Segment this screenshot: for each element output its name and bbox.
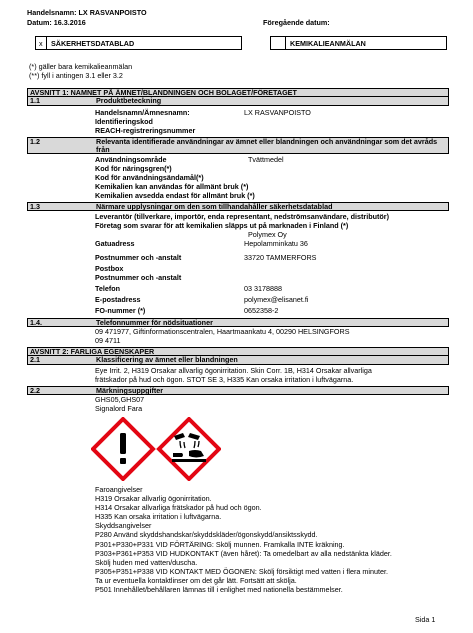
subsection-1-2: 1.2 Relevanta identifierade användningar av ämnet eller blandningen och användningar som det avråds från: [27, 137, 449, 154]
emergency-line-2: 09 4711: [95, 336, 121, 345]
label-street: Gatuadress: [95, 239, 135, 248]
label-phone: Telefon: [95, 284, 121, 293]
label-postal-2: Postnummer och -anstalt: [95, 273, 182, 282]
statement-line: P280 Använd skyddshandskar/skyddskläder/ögonskydd/ansiktsskydd.: [95, 530, 318, 540]
subsection-2-1: 2.1 Klassificering av ämnet eller blandningen: [27, 356, 449, 365]
statement-list: [95, 485, 392, 594]
value-email: polymex@elisanet.fi: [244, 295, 309, 304]
value-phone: 03 3178888: [244, 284, 282, 293]
corrosion-pictogram-icon: [159, 419, 219, 479]
exclamation-pictogram-icon: [93, 419, 153, 479]
section-2-header: AVSNITT 2: FARLIGA EGENSKAPER: [27, 347, 449, 356]
statement-line: P301+P330+P331 VID FÖRTÄRING: Skölj munnen. Framkalla INTE kräkning.: [95, 539, 345, 549]
subsection-1-1: 1.1 Produktbeteckning: [27, 97, 449, 106]
value-company: Polymex Oy: [248, 230, 287, 239]
label-industry-code: Kod för näringsgren(*): [95, 164, 172, 173]
label-use: Användningsområde: [95, 155, 167, 164]
label-only-general-use: Kemikalien avsedda endast för allmänt bruk (*): [95, 191, 255, 200]
statement-line: Faroangivelser: [95, 485, 143, 494]
label-postbox: Postbox: [95, 264, 124, 273]
statement-line: H314 Orsakar allvarliga frätskador på hud och ögon.: [95, 503, 262, 513]
km-label-box: [286, 36, 447, 50]
hazard-pictograms: [91, 417, 221, 481]
statement-line: Skyddsangivelser: [95, 521, 152, 531]
header-previous-date: Föregående datum:: [263, 18, 330, 27]
statement-line: P303+P361+P353 VID HUDKONTAKT (även håret): Ta omedelbart av alla nedstänkta kläder.: [95, 548, 392, 558]
header-date: Datum: 16.3.2016: [27, 18, 86, 27]
value-fo: 0652358-2: [244, 306, 279, 315]
value-handelsnamn: LX RASVANPOISTO: [244, 108, 311, 117]
signal-word: Signalord Fara: [95, 404, 143, 413]
label-fo: FO-nummer (*): [95, 306, 146, 315]
label-handelsnamn: Handelsnamn/Ämnesnamn:: [95, 108, 190, 117]
emergency-line-1: 09 471977, Giftinformationscentralen, Haartmaankatu 4, 00290 HELSINGFORS: [95, 327, 350, 336]
sdb-label-box: [47, 36, 242, 50]
value-use: Tvättmedel: [248, 155, 284, 164]
page-number: Sida 1: [415, 615, 436, 624]
subsection-1-4: 1.4. Telefonnummer för nödsituationer: [27, 318, 449, 327]
subsection-1-3: 1.3 Närmare upplysningar om den som tillhandahåller säkerhetsdatablad: [27, 202, 449, 211]
label-reach: REACH-registreringsnummer: [95, 126, 196, 135]
subsection-2-2: 2.2 Märkningsuppgifter: [27, 386, 449, 395]
label-company-responsible: Företag som svarar för att kemikalien släpps ut på marknaden i Finland (*): [95, 221, 349, 230]
note-1: (*) gäller bara kemikalieanmälan: [29, 62, 133, 71]
value-street: Hepolamminkatu 36: [244, 239, 308, 248]
statement-line: P501 Innehållet/behållaren lämnas till i enlighet med nationella bestämmelser.: [95, 585, 343, 595]
km-checkbox[interactable]: [270, 36, 286, 50]
ghs-codes: GHS05,GHS07: [95, 395, 145, 404]
label-id-code: Identifieringskod: [95, 117, 153, 126]
sdb-checkbox[interactable]: x: [35, 36, 47, 50]
classification-line-1: Eye Irrit. 2, H319 Orsakar allvarlig ögonirritation. Skin Corr. 1B, H314 Orsakar allvarliga: [95, 366, 372, 375]
label-general-use: Kemikalien kan användas för allmänt bruk (*): [95, 182, 249, 191]
label-email: E-postadress: [95, 295, 141, 304]
statement-line: H335 Kan orsaka irritation i luftvägarna.: [95, 512, 222, 522]
statement-line: H319 Orsakar allvarlig ögonirritation.: [95, 494, 212, 504]
statement-line: Skölj huden med vatten/duscha.: [95, 557, 198, 567]
label-postal: Postnummer och -anstalt: [95, 253, 182, 262]
note-2: (**) fyll i antingen 3.1 eller 3.2: [29, 71, 123, 80]
label-supplier: Leverantör (tillverkare, importör, enda representant, nedströmsanvändare, distributör): [95, 212, 389, 221]
value-postal: 33720 TAMMERFORS: [244, 253, 317, 262]
classification-line-2: frätskador på hud och ögon. STOT SE 3, H335 Kan orsaka irritation i luftvägarna.: [95, 375, 354, 384]
label-use-code: Kod för användningsändamål(*): [95, 173, 204, 182]
statement-line: Ta ur eventuella kontaktlinser om det går lätt. Fortsätt att skölja.: [95, 575, 297, 585]
header-trade-name: Handelsnamn: LX RASVANPOISTO: [27, 8, 147, 17]
statement-line: P305+P351+P338 VID KONTAKT MED ÖGONEN: Skölj försiktigt med vatten i flera minuter.: [95, 566, 388, 576]
sdb-label: SÄKERHETSDATABLAD: [51, 39, 135, 48]
section-1-header: AVSNITT 1: NAMNET PÅ ÄMNET/BLANDNINGEN OCH BOLAGET/FÖRETAGET: [27, 88, 449, 97]
km-label: KEMIKALIEANMÄLAN: [290, 39, 366, 48]
